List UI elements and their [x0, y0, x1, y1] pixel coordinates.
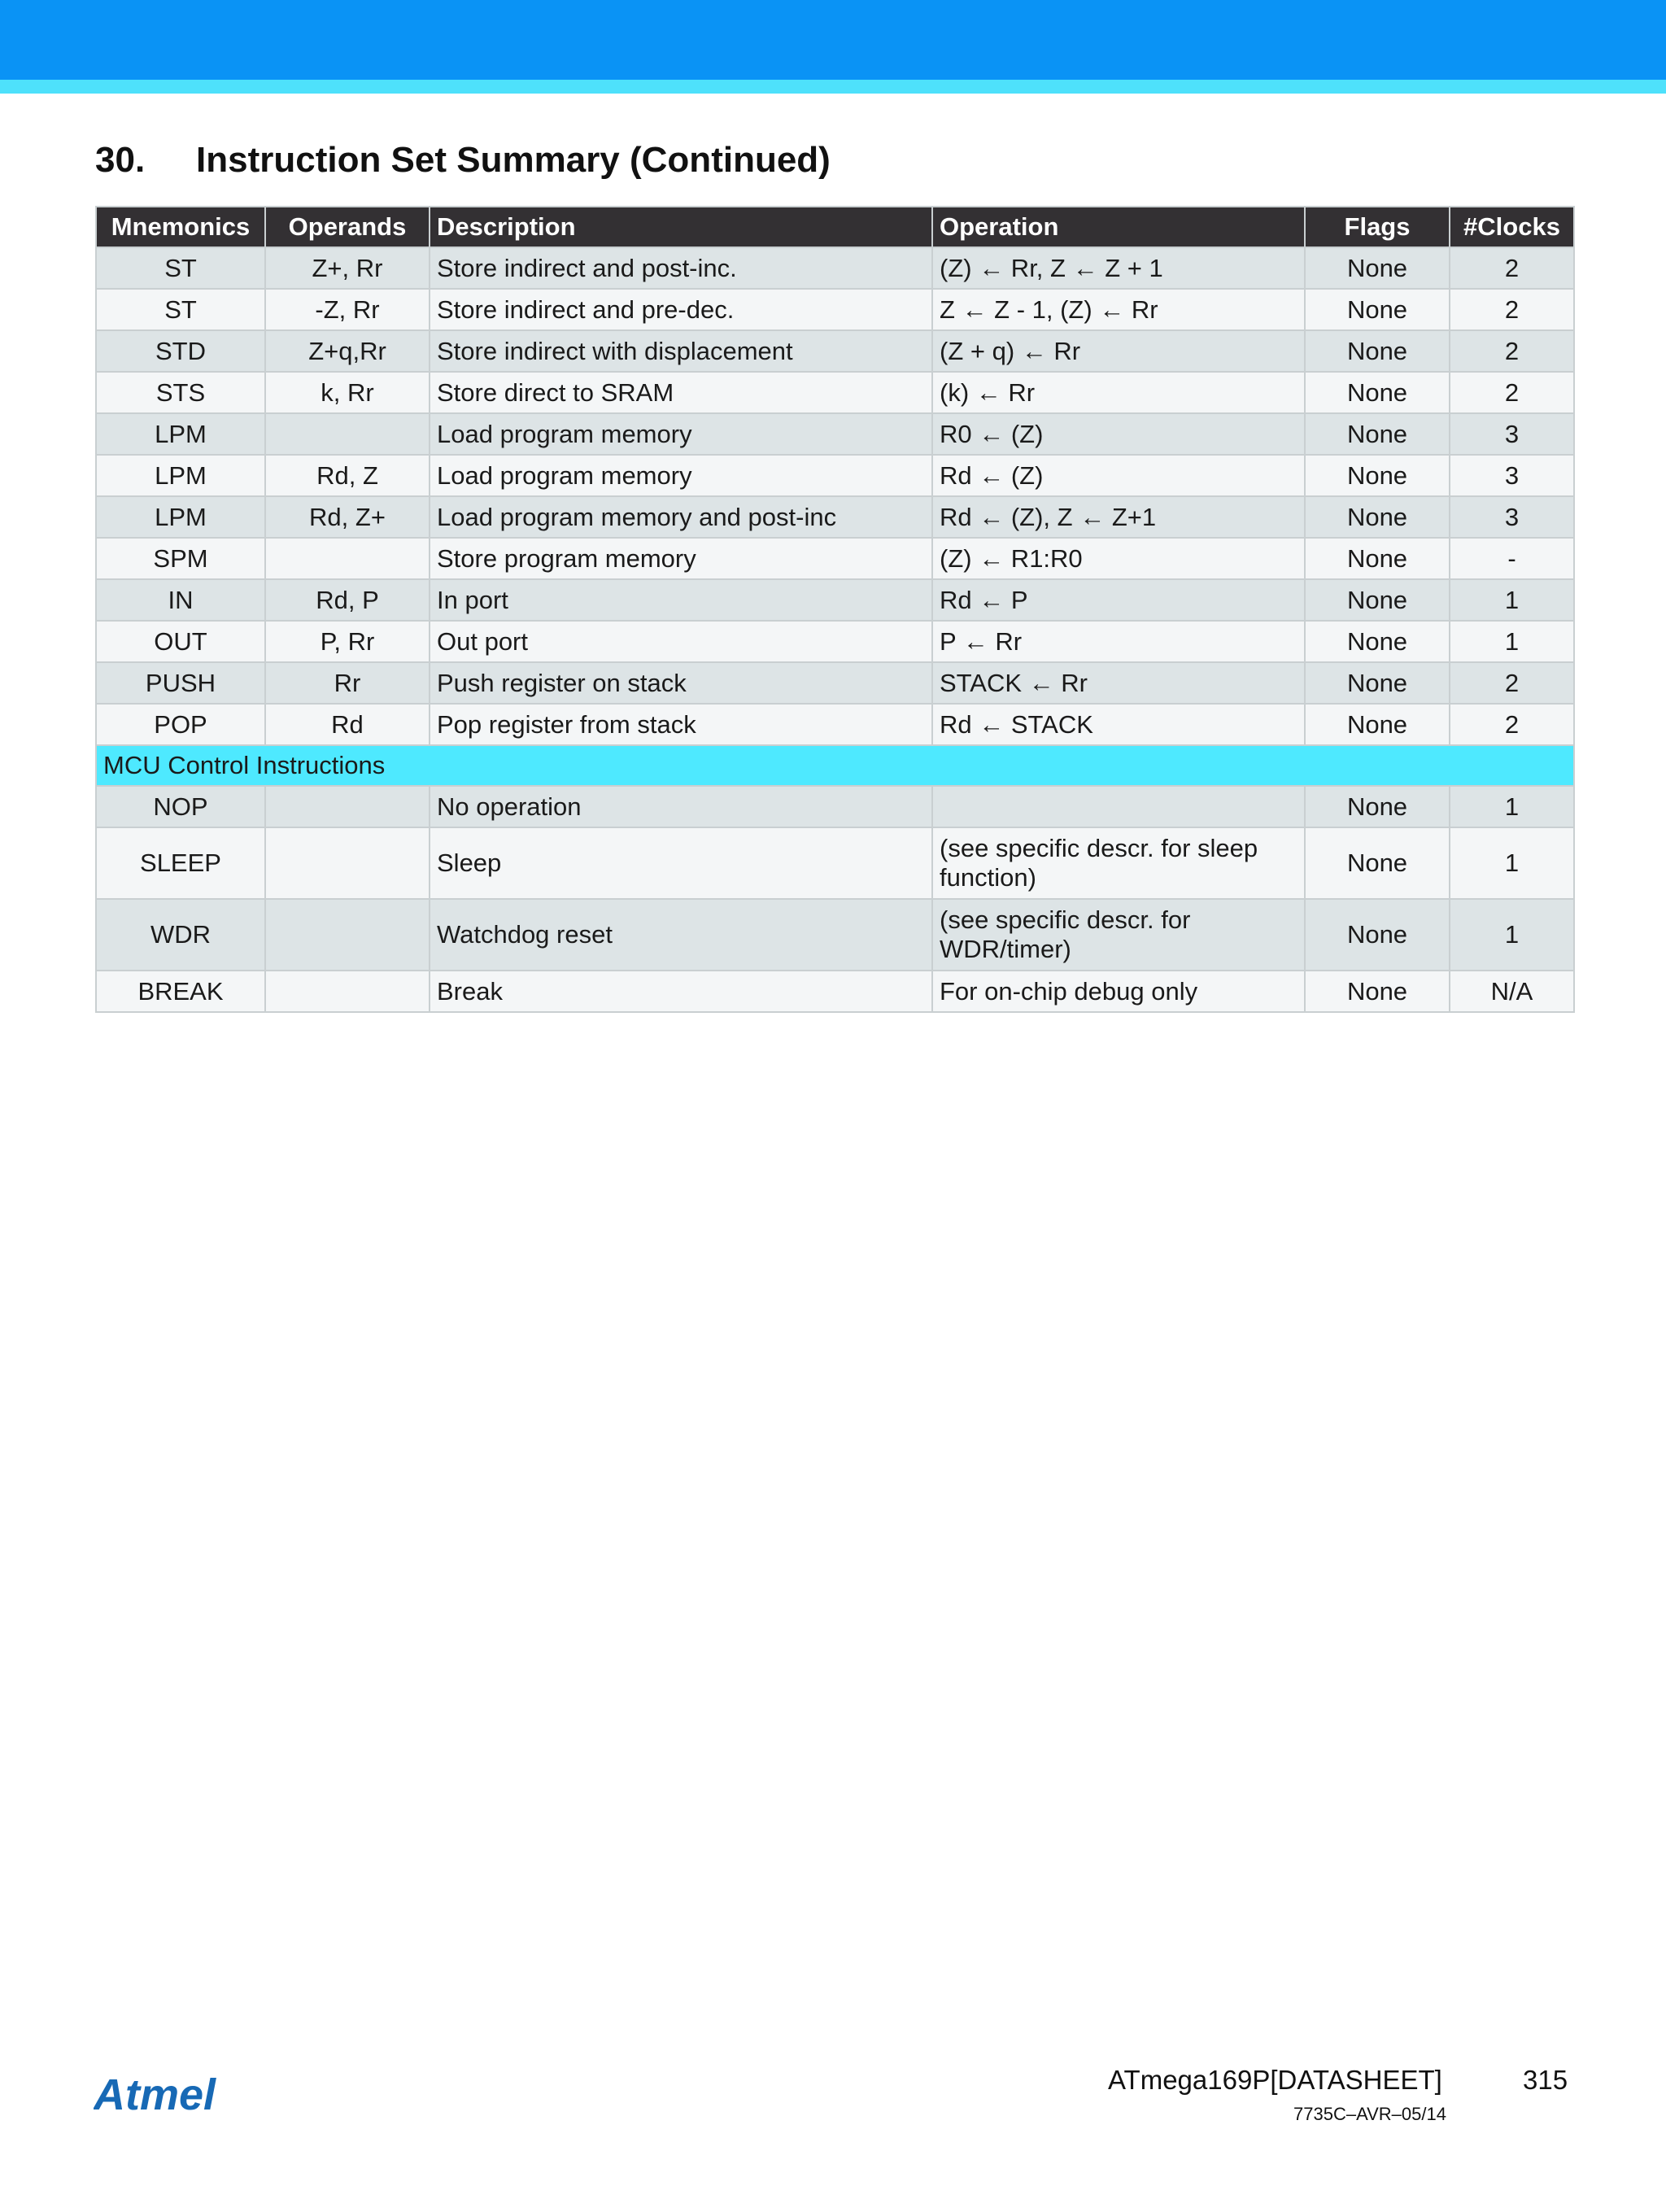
cell-operands [265, 786, 430, 827]
table-row [96, 455, 1574, 496]
cell-clocks: 1 [1450, 621, 1574, 662]
cell-flags: None [1305, 496, 1450, 538]
table-group [96, 745, 1574, 786]
cell-operation: For on-chip debug only [932, 971, 1305, 1012]
cell-mnemonic: STS [96, 372, 265, 413]
cell-operation: Rd ← (Z) [932, 455, 1305, 496]
cell-description: Load program memory [430, 413, 932, 455]
cell-mnemonic: STD [96, 330, 265, 372]
cell-mnemonic: LPM [96, 413, 265, 455]
cell-clocks: 3 [1450, 496, 1574, 538]
header-band [0, 0, 1666, 80]
cell-mnemonic: IN [96, 579, 265, 621]
cell-operands: k, Rr [265, 372, 430, 413]
table-row [96, 247, 1574, 289]
cell-clocks: 2 [1450, 662, 1574, 704]
cell-operands: Rd [265, 704, 430, 745]
footer-doc-code: 7735C–AVR–05/14 [1293, 2104, 1446, 2124]
cell-description: Out port [430, 621, 932, 662]
table-header-row [96, 207, 1574, 247]
cell-operands: Rd, Z [265, 455, 430, 496]
cell-clocks: 2 [1450, 372, 1574, 413]
cell-description: Watchdog reset [430, 899, 932, 971]
cell-operands [265, 413, 430, 455]
cell-flags: None [1305, 247, 1450, 289]
cell-mnemonic: OUT [96, 621, 265, 662]
cell-description: Store indirect with displacement [430, 330, 932, 372]
cell-description: Store indirect and pre-dec. [430, 289, 932, 330]
cell-operation: (Z) ← Rr, Z ← Z + 1 [932, 247, 1305, 289]
cell-operation: Z ← Z - 1, (Z) ← Rr [932, 289, 1305, 330]
table-row [96, 827, 1574, 899]
cell-operands: Z+q,Rr [265, 330, 430, 372]
cell-mnemonic: ST [96, 289, 265, 330]
cell-operands [265, 538, 430, 579]
table-row [96, 372, 1574, 413]
table-row [96, 538, 1574, 579]
cell-clocks: 1 [1450, 579, 1574, 621]
cell-flags: None [1305, 827, 1450, 899]
table-row [96, 704, 1574, 745]
instruction-set-table [95, 206, 1575, 1013]
cell-mnemonic: NOP [96, 786, 265, 827]
group-row [96, 745, 1574, 786]
cell-description: Load program memory and post-inc [430, 496, 932, 538]
cell-operation: STACK ← Rr [932, 662, 1305, 704]
cell-flags: None [1305, 662, 1450, 704]
cell-clocks: 2 [1450, 247, 1574, 289]
table-row [96, 579, 1574, 621]
table-row [96, 496, 1574, 538]
table-row [96, 413, 1574, 455]
table-body-top [96, 247, 1574, 745]
cell-flags: None [1305, 455, 1450, 496]
section-number: 30. [95, 140, 146, 180]
cell-description: Sleep [430, 827, 932, 899]
cell-flags: None [1305, 786, 1450, 827]
table-row [96, 971, 1574, 1012]
cell-mnemonic: SLEEP [96, 827, 265, 899]
cell-operands: P, Rr [265, 621, 430, 662]
cell-operands: Rd, Z+ [265, 496, 430, 538]
column-header-mnemonics: Mnemonics [96, 207, 265, 247]
cell-flags: None [1305, 621, 1450, 662]
table-row [96, 662, 1574, 704]
cell-operands: Z+, Rr [265, 247, 430, 289]
cell-mnemonic: WDR [96, 899, 265, 971]
column-header-flags: Flags [1305, 207, 1450, 247]
cell-clocks: 3 [1450, 413, 1574, 455]
cell-operation: P ← Rr [932, 621, 1305, 662]
cell-description: Store indirect and post-inc. [430, 247, 932, 289]
footer-page-number: 315 [1523, 2065, 1568, 2095]
cell-operation: (Z + q) ← Rr [932, 330, 1305, 372]
cell-operands [265, 827, 430, 899]
cell-flags: None [1305, 579, 1450, 621]
column-header-clocks: #Clocks [1450, 207, 1574, 247]
cell-operation: (k) ← Rr [932, 372, 1305, 413]
cell-description: Load program memory [430, 455, 932, 496]
cell-operation: Rd ← (Z), Z ← Z+1 [932, 496, 1305, 538]
cell-mnemonic: SPM [96, 538, 265, 579]
header-stripe [0, 80, 1666, 94]
column-header-description: Description [430, 207, 932, 247]
cell-flags: None [1305, 538, 1450, 579]
cell-flags: None [1305, 372, 1450, 413]
section-title [95, 140, 831, 181]
cell-operation: (Z) ← R1:R0 [932, 538, 1305, 579]
cell-operation: (see specific descr. for WDR/timer) [932, 899, 1305, 971]
cell-operands [265, 899, 430, 971]
cell-clocks: - [1450, 538, 1574, 579]
cell-flags: None [1305, 704, 1450, 745]
cell-flags: None [1305, 413, 1450, 455]
cell-operation: Rd ← STACK [932, 704, 1305, 745]
cell-description: Break [430, 971, 932, 1012]
cell-description: In port [430, 579, 932, 621]
cell-operation: R0 ← (Z) [932, 413, 1305, 455]
cell-clocks: N/A [1450, 971, 1574, 1012]
cell-mnemonic: LPM [96, 496, 265, 538]
table-body-bottom [96, 786, 1574, 1012]
cell-operands: Rr [265, 662, 430, 704]
cell-description: Pop register from stack [430, 704, 932, 745]
table-row [96, 899, 1574, 971]
cell-operands: -Z, Rr [265, 289, 430, 330]
cell-clocks: 1 [1450, 786, 1574, 827]
cell-flags: None [1305, 289, 1450, 330]
cell-mnemonic: LPM [96, 455, 265, 496]
cell-clocks: 3 [1450, 455, 1574, 496]
cell-operands [265, 971, 430, 1012]
section-title-text: Instruction Set Summary (Continued) [196, 140, 831, 180]
table-row [96, 786, 1574, 827]
cell-flags: None [1305, 971, 1450, 1012]
cell-mnemonic: ST [96, 247, 265, 289]
cell-description: Push register on stack [430, 662, 932, 704]
table-row [96, 621, 1574, 662]
group-label: MCU Control Instructions [96, 745, 1574, 786]
footer-doc-title: ATmega169P[DATASHEET] [1108, 2065, 1442, 2095]
cell-mnemonic: PUSH [96, 662, 265, 704]
cell-mnemonic: POP [96, 704, 265, 745]
cell-description: Store direct to SRAM [430, 372, 932, 413]
column-header-operands: Operands [265, 207, 430, 247]
cell-clocks: 1 [1450, 899, 1574, 971]
cell-clocks: 2 [1450, 289, 1574, 330]
atmel-logo [94, 2070, 242, 2121]
table-row [96, 289, 1574, 330]
cell-operation: (see specific descr. for sleep function) [932, 827, 1305, 899]
cell-clocks: 2 [1450, 704, 1574, 745]
cell-description: Store program memory [430, 538, 932, 579]
cell-operation [932, 786, 1305, 827]
cell-description: No operation [430, 786, 932, 827]
cell-clocks: 1 [1450, 827, 1574, 899]
table-row [96, 330, 1574, 372]
cell-operands: Rd, P [265, 579, 430, 621]
cell-clocks: 2 [1450, 330, 1574, 372]
cell-mnemonic: BREAK [96, 971, 265, 1012]
atmel-logo-text: Atmel [94, 2070, 216, 2119]
cell-flags: None [1305, 899, 1450, 971]
cell-flags: None [1305, 330, 1450, 372]
cell-operation: Rd ← P [932, 579, 1305, 621]
column-header-operation: Operation [932, 207, 1305, 247]
